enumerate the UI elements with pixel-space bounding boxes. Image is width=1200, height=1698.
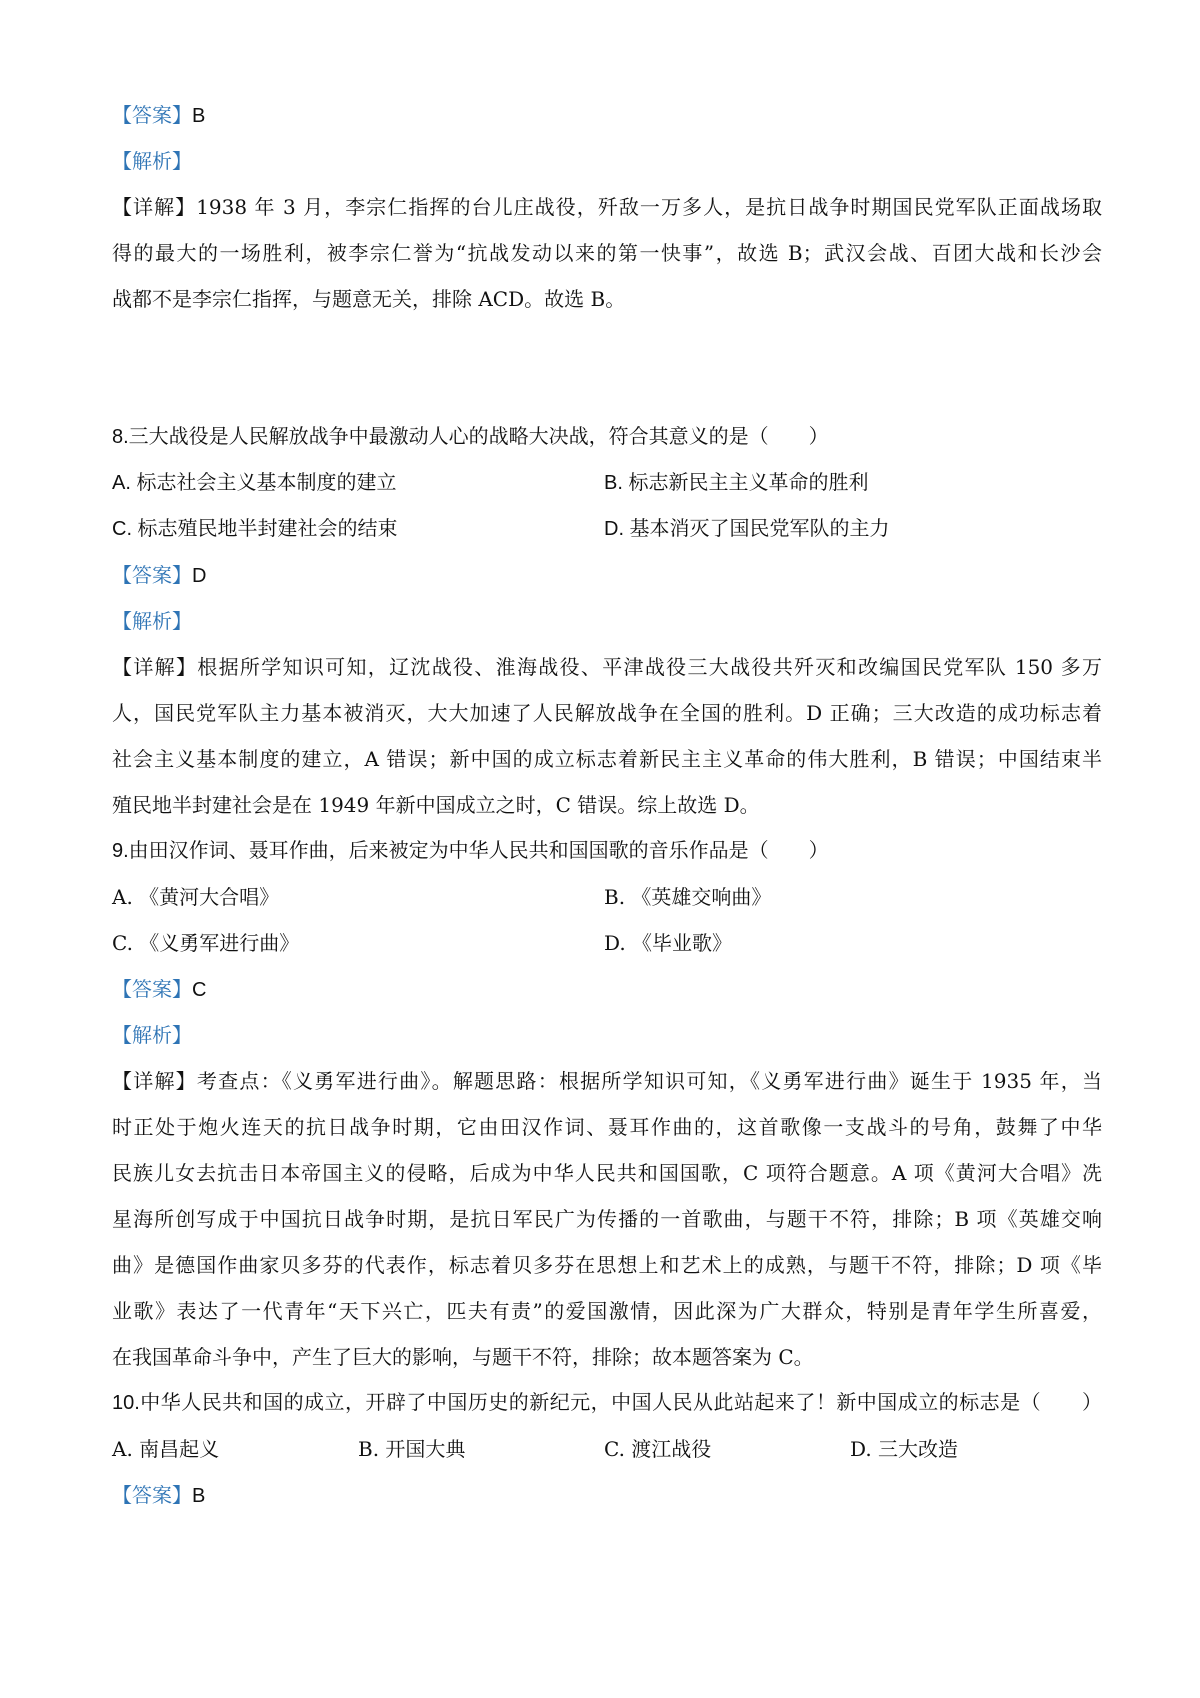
q9-detail-line: 曲》是德国作曲家贝多芬的代表作，标志着贝多芬在思想上和艺术上的成熟，与题干不符，排除；D 项《毕 — [112, 1253, 1102, 1277]
q10-option-a: A. 南昌起义 — [112, 1437, 220, 1461]
q8-stem: 8.三大战役是人民解放战争中最激动人心的战略大决战，符合其意义的是（ ） — [112, 426, 829, 448]
q8-answer: 【答案】D — [112, 563, 207, 587]
q9-analysis-tag: 【解析】 — [112, 1023, 192, 1047]
q8-option-a: A. 标志社会主义基本制度的建立 — [112, 472, 397, 494]
q9-detail-line: 【详解】考查点：《义勇军进行曲》。解题思路：根据所学知识可知，《义勇军进行曲》诞生于 1935 年，当 — [112, 1069, 1102, 1093]
q8-analysis-tag: 【解析】 — [112, 609, 192, 633]
q8-option-d: D. 基本消灭了国民党军队的主力 — [604, 518, 890, 540]
q9-detail-line: 时正处于炮火连天的抗日战争时期，它由田汉作词、聂耳作曲的，这首歌像一支战斗的号角，鼓舞了中华 — [112, 1115, 1102, 1139]
q8-detail-line: 殖民地半封建社会是在 1949 年新中国成立之时，C 错误。综上故选 D。 — [112, 793, 760, 817]
q9-detail-line: 业歌》表达了一代青年“天下兴亡，匹夫有责”的爱国激情，因此深为广大群众，特别是青年学生所喜爱， — [112, 1299, 1102, 1323]
q10-answer: 【答案】B — [112, 1483, 206, 1507]
q7-detail-line: 【详解】1938 年 3 月，李宗仁指挥的台儿庄战役，歼敌一万多人，是抗日战争时期国民党军队正面战场取 — [112, 195, 1102, 219]
q8-detail-line: 【详解】根据所学知识可知，辽沈战役、淮海战役、平津战役三大战役共歼灭和改编国民党军队 150 多万 — [112, 655, 1102, 679]
q9-detail-line: 星海所创写成于中国抗日战争时期，是抗日军民广为传播的一首歌曲，与题干不符，排除；B 项《英雄交响 — [112, 1207, 1102, 1231]
q10-option-b: B. 开国大典 — [358, 1437, 466, 1461]
q10-option-d: D. 三大改造 — [850, 1437, 959, 1461]
q7-analysis-tag: 【解析】 — [112, 149, 192, 173]
q9-option-b: B. 《英雄交响曲》 — [604, 885, 772, 909]
q8-detail-line: 人，国民党军队主力基本被消灭，大大加速了人民解放战争在全国的胜利。D 正确；三大改造的成功标志着 — [112, 701, 1102, 725]
q10-option-c: C. 渡江战役 — [604, 1437, 712, 1461]
q9-option-c: C. 《义勇军进行曲》 — [112, 931, 300, 955]
q8-option-b: B. 标志新民主主义革命的胜利 — [604, 472, 869, 494]
q9-stem: 9.由田汉作词、聂耳作曲，后来被定为中华人民共和国国歌的音乐作品是（ ） — [112, 840, 829, 862]
q7-detail-line: 得的最大的一场胜利，被李宗仁誉为“抗战发动以来的第一快事”，故选 B；武汉会战、百团大战和长沙会 — [112, 241, 1102, 265]
q9-detail-line: 民族儿女去抗击日本帝国主义的侵略，后成为中华人民共和国国歌，C 项符合题意。A 项《黄河大合唱》冼 — [112, 1161, 1102, 1185]
q7-answer: 【答案】B — [112, 103, 206, 127]
q9-detail-line: 在我国革命斗争中，产生了巨大的影响，与题干不符，排除；故本题答案为 C。 — [112, 1345, 814, 1369]
q9-option-a: A. 《黄河大合唱》 — [112, 885, 280, 909]
q9-answer: 【答案】C — [112, 977, 207, 1001]
q8-option-c: C. 标志殖民地半封建社会的结束 — [112, 518, 398, 540]
q10-stem: 10.中华人民共和国的成立，开辟了中国历史的新纪元，中国人民从此站起来了！新中国成立的标志是（ ） — [112, 1392, 1102, 1414]
q9-option-d: D. 《毕业歌》 — [604, 931, 733, 955]
q7-detail-line: 战都不是李宗仁指挥，与题意无关，排除 ACD。故选 B。 — [112, 287, 626, 311]
q8-detail-line: 社会主义基本制度的建立，A 错误；新中国的成立标志着新民主主义革命的伟大胜利，B 错误；中国结束半 — [112, 747, 1102, 771]
